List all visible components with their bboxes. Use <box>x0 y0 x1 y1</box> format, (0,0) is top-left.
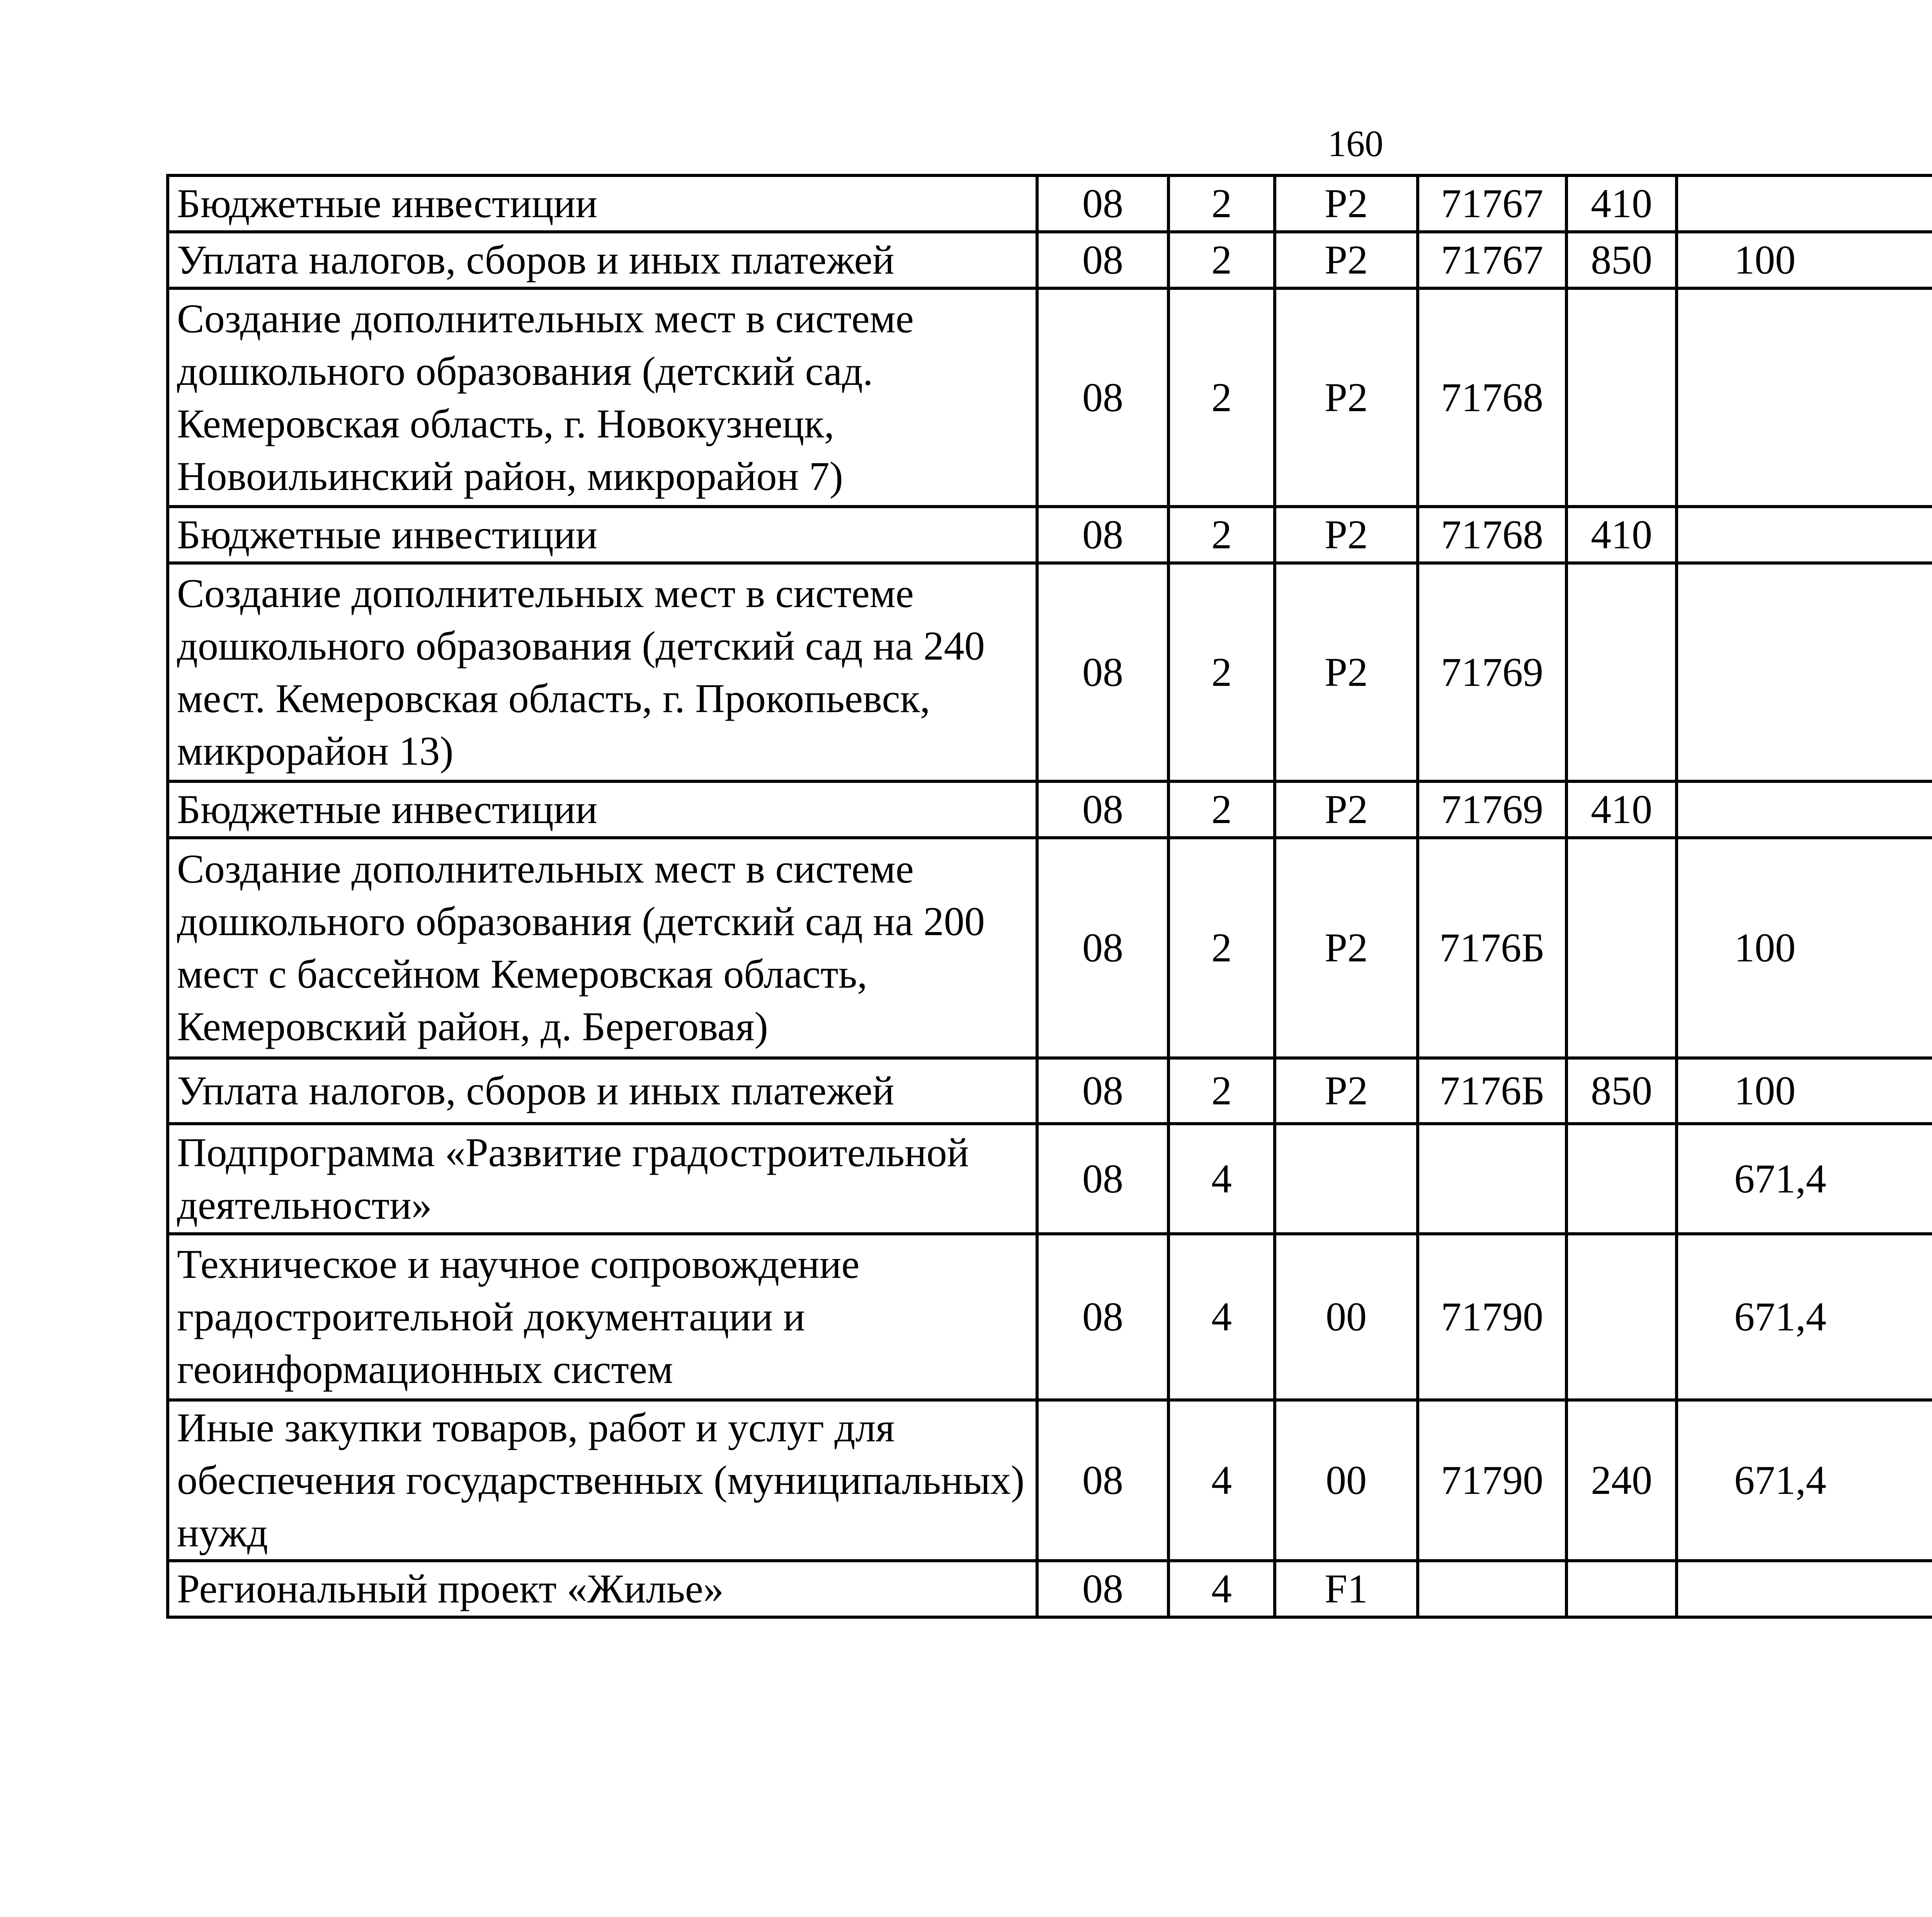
section-code: 08 <box>1037 838 1168 1058</box>
row-name: Уплата налогов, сборов и иных платежей <box>168 232 1037 288</box>
direction-code: 71790 <box>1418 1234 1566 1400</box>
program-code: 2 <box>1168 563 1275 781</box>
amount-year-1 <box>1677 563 1932 781</box>
direction-code: 71768 <box>1418 507 1566 563</box>
direction-code: 71768 <box>1418 288 1566 507</box>
program-code: 4 <box>1168 1234 1275 1400</box>
project-code: F1 <box>1275 1561 1418 1617</box>
program-code: 2 <box>1168 175 1275 232</box>
table-row <box>168 288 1932 507</box>
program-code: 4 <box>1168 1400 1275 1561</box>
section-code: 08 <box>1037 781 1168 838</box>
amount-year-1: 671,4 <box>1677 1124 1932 1234</box>
direction-code: 71769 <box>1418 781 1566 838</box>
row-name: Региональный проект «Жилье» <box>168 1561 1037 1617</box>
direction-code: 7176Б <box>1418 1058 1566 1124</box>
expense-type-code: 240 <box>1566 1400 1677 1561</box>
row-name: Подпрограмма «Развитие градостроительной деятельности» <box>168 1124 1037 1234</box>
table-row <box>168 1058 1932 1124</box>
row-name: Бюджетные инвестиции <box>168 507 1037 563</box>
row-name: Создание дополнительных мест в системе дошкольного образования (детский сад на 200 мест с бассейном Кемеровская область, Кемеровский район, д. Береговая) <box>168 838 1037 1058</box>
amount-year-1: 100 <box>1677 1058 1932 1124</box>
table-row <box>168 838 1932 1058</box>
amount-year-1: 100 <box>1677 232 1932 288</box>
section-code: 08 <box>1037 1058 1168 1124</box>
direction-code: 7176Б <box>1418 838 1566 1058</box>
table-row <box>168 232 1932 288</box>
program-code: 2 <box>1168 838 1275 1058</box>
program-code: 2 <box>1168 288 1275 507</box>
table-row <box>168 1400 1932 1561</box>
program-code: 4 <box>1168 1561 1275 1617</box>
amount-year-1: 671,4 <box>1677 1400 1932 1561</box>
amount-year-1 <box>1677 507 1932 563</box>
table-row <box>168 781 1932 838</box>
program-code: 2 <box>1168 781 1275 838</box>
expense-type-code: 410 <box>1566 781 1677 838</box>
section-code: 08 <box>1037 507 1168 563</box>
row-name: Техническое и научное сопровождение градостроительной документации и геоинформационных систем <box>168 1234 1037 1400</box>
page-number: 160 <box>1328 123 1383 164</box>
amount-year-1: 100 <box>1677 838 1932 1058</box>
amount-year-1 <box>1677 175 1932 232</box>
section-code: 08 <box>1037 175 1168 232</box>
direction-code <box>1418 1561 1566 1617</box>
row-name: Создание дополнительных мест в системе дошкольного образования (детский сад на 240 мест. Кемеровская область, г. Прокопьевск, микрорайон 13) <box>168 563 1037 781</box>
program-code: 2 <box>1168 507 1275 563</box>
expense-type-code <box>1566 838 1677 1058</box>
amount-year-1: 671,4 <box>1677 1234 1932 1400</box>
project-code: 00 <box>1275 1234 1418 1400</box>
row-name: Бюджетные инвестиции <box>168 175 1037 232</box>
expense-type-code <box>1566 1124 1677 1234</box>
table-row <box>168 1124 1932 1234</box>
direction-code <box>1418 1124 1566 1234</box>
project-code: 00 <box>1275 1400 1418 1561</box>
program-code: 4 <box>1168 1124 1275 1234</box>
expense-type-code: 410 <box>1566 175 1677 232</box>
direction-code: 71767 <box>1418 232 1566 288</box>
expense-type-code: 850 <box>1566 1058 1677 1124</box>
expense-type-code: 410 <box>1566 507 1677 563</box>
row-name: Бюджетные инвестиции <box>168 781 1037 838</box>
program-code: 2 <box>1168 232 1275 288</box>
amount-year-1 <box>1677 1561 1932 1617</box>
row-name: Создание дополнительных мест в системе дошкольного образования (детский сад. Кемеровская область, г. Новокузнецк, Новоильинский район, микрорайон 7) <box>168 288 1037 507</box>
expense-type-code <box>1566 563 1677 781</box>
section-code: 08 <box>1037 1234 1168 1400</box>
table-row <box>168 507 1932 563</box>
project-code: Р2 <box>1275 1058 1418 1124</box>
project-code: Р2 <box>1275 288 1418 507</box>
table-row <box>168 1234 1932 1400</box>
section-code: 08 <box>1037 288 1168 507</box>
expense-type-code <box>1566 1234 1677 1400</box>
table-row <box>168 175 1932 232</box>
direction-code: 71767 <box>1418 175 1566 232</box>
project-code: Р2 <box>1275 507 1418 563</box>
section-code: 08 <box>1037 232 1168 288</box>
project-code <box>1275 1124 1418 1234</box>
row-name: Иные закупки товаров, работ и услуг для обеспечения государственных (муниципальных) нужд <box>168 1400 1037 1561</box>
section-code: 08 <box>1037 1400 1168 1561</box>
project-code: Р2 <box>1275 781 1418 838</box>
section-code: 08 <box>1037 1561 1168 1617</box>
project-code: Р2 <box>1275 175 1418 232</box>
expense-type-code <box>1566 288 1677 507</box>
amount-year-1 <box>1677 781 1932 838</box>
section-code: 08 <box>1037 1124 1168 1234</box>
expense-type-code <box>1566 1561 1677 1617</box>
expense-type-code: 850 <box>1566 232 1677 288</box>
direction-code: 71769 <box>1418 563 1566 781</box>
project-code: Р2 <box>1275 563 1418 781</box>
table-row <box>168 1561 1932 1617</box>
project-code: Р2 <box>1275 838 1418 1058</box>
budget-table <box>166 174 1932 1619</box>
section-code: 08 <box>1037 563 1168 781</box>
table-row <box>168 563 1932 781</box>
amount-year-1 <box>1677 288 1932 507</box>
project-code: Р2 <box>1275 232 1418 288</box>
row-name: Уплата налогов, сборов и иных платежей <box>168 1058 1037 1124</box>
direction-code: 71790 <box>1418 1400 1566 1561</box>
program-code: 2 <box>1168 1058 1275 1124</box>
